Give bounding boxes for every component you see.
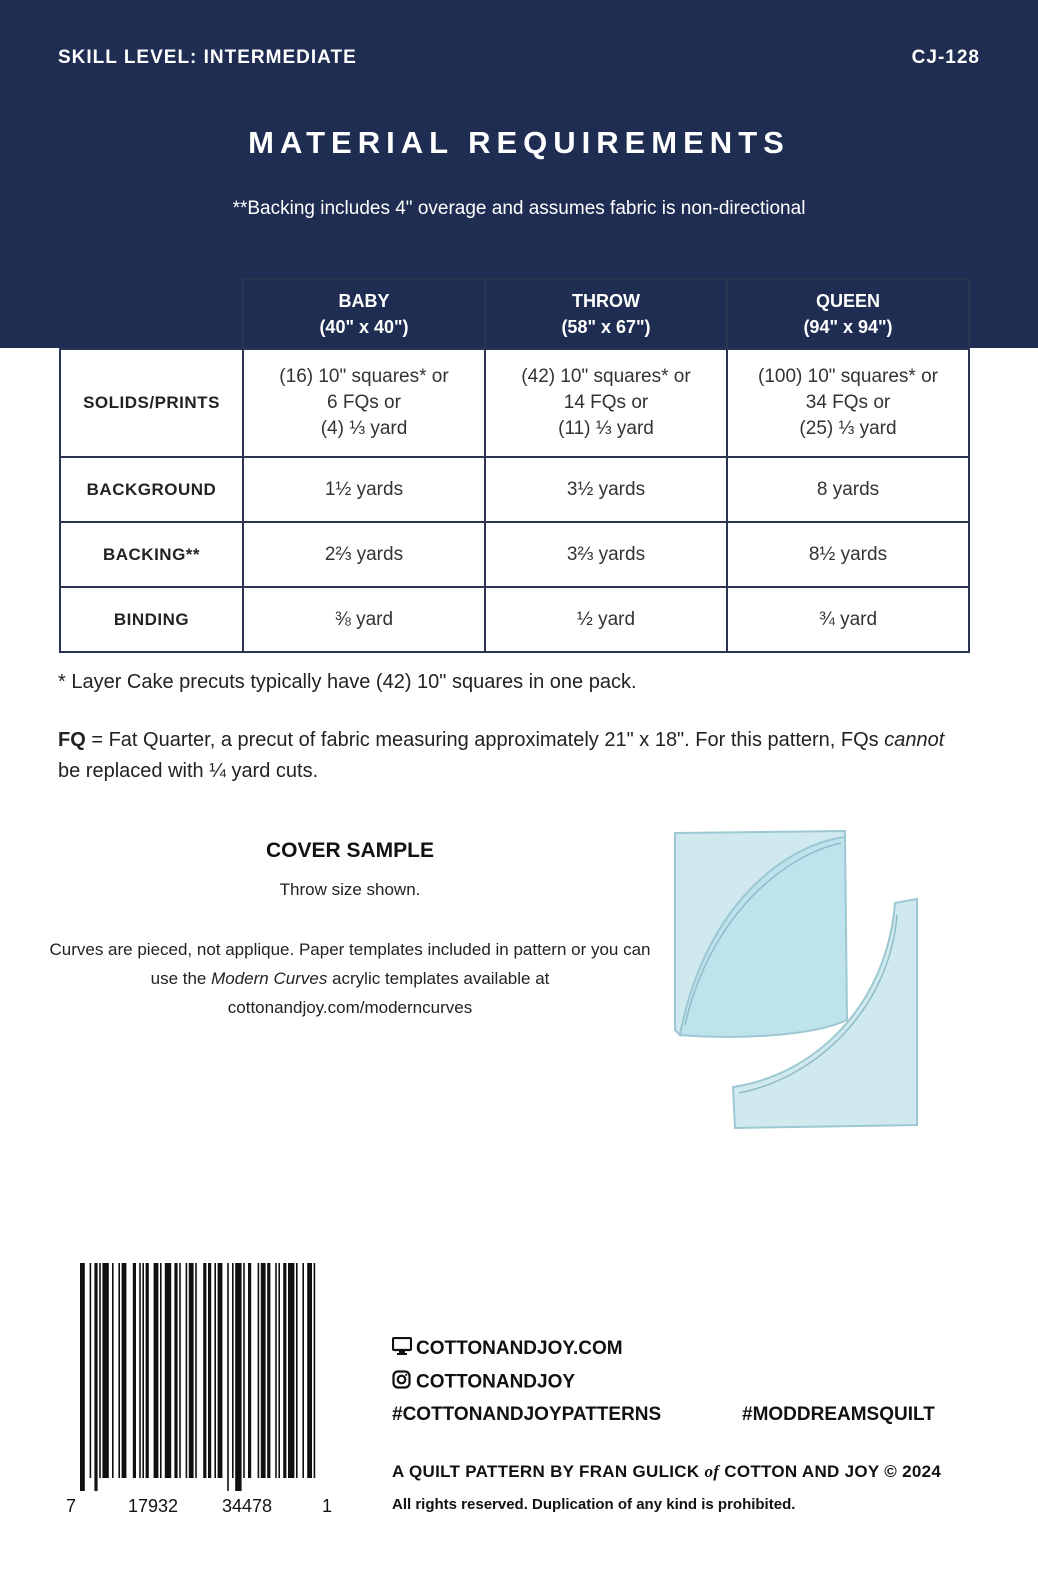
column-header: THROW (58" x 67") [485, 279, 727, 349]
barcode-digit: 34478 [222, 1496, 273, 1516]
table-cell: ½ yard [485, 587, 727, 652]
table-cell: 3½ yards [485, 457, 727, 522]
pattern-code: CJ-128 [911, 47, 980, 68]
acrylic-templates-image [665, 825, 945, 1145]
table-row [60, 349, 969, 457]
barcode [58, 1255, 358, 1520]
fq-definition: FQ = Fat Quarter, a precut of fabric measuring approximately 21" x 18". For this pattern, FQs cannot be replaced with ¼ yard cuts. [58, 729, 945, 782]
table-cell: ⅜ yard [243, 587, 485, 652]
table-cell: ¾ yard [727, 587, 969, 652]
barcode-digit: 1 [322, 1496, 333, 1516]
barcode-digit: 7 [66, 1496, 77, 1516]
row-label: BACKING** [60, 522, 243, 587]
table-header-row [60, 279, 969, 349]
barcode-digit: 17932 [128, 1496, 179, 1516]
row-label: BINDING [60, 587, 243, 652]
cover-sample-subtitle: Throw size shown. [279, 880, 421, 899]
column-header: BABY (40" x 40") [243, 279, 485, 349]
instagram-icon [392, 1370, 416, 1395]
table-row [60, 587, 969, 652]
fq-term: FQ [58, 729, 86, 751]
rights-notice: All rights reserved. Duplication of any kind is prohibited. [392, 1496, 796, 1513]
website-link[interactable]: COTTONANDJOY.COM [392, 1337, 623, 1361]
hashtag-cottonandjoy: #COTTONANDJOYPATTERNS [392, 1404, 662, 1425]
table-row [60, 522, 969, 587]
table-cell: 8½ yards [727, 522, 969, 587]
table-cell: (42) 10" squares* or 14 FQs or (11) ⅓ yard [485, 349, 727, 457]
table-cell: 3⅔ yards [485, 522, 727, 587]
row-label: SOLIDS/PRINTS [60, 349, 243, 457]
table-cell: 2⅔ yards [243, 522, 485, 587]
backing-note: **Backing includes 4" overage and assumes fabric is non-directional [232, 198, 806, 219]
table-cell: 1½ yards [243, 457, 485, 522]
header-corner [60, 279, 243, 349]
table-cell: (100) 10" squares* or 34 FQs or (25) ⅓ yard [727, 349, 969, 457]
requirements-table [59, 278, 970, 653]
row-label: BACKGROUND [60, 457, 243, 522]
table-cell: 8 yards [727, 457, 969, 522]
hashtag-moddreams: #MODDREAMSQUILT [742, 1404, 935, 1425]
monitor-icon [392, 1337, 416, 1361]
skill-level: SKILL LEVEL: INTERMEDIATE [58, 47, 357, 68]
layer-cake-note: * Layer Cake precuts typically have (42) 10" squares in one pack. [58, 671, 637, 693]
table-cell: (16) 10" squares* or 6 FQs or (4) ⅓ yard [243, 349, 485, 457]
pattern-credit: A QUILT PATTERN BY FRAN GULICK of COTTON AND JOY © 2024 [392, 1462, 942, 1481]
table-row [60, 457, 969, 522]
fq-emphasis: cannot [884, 729, 945, 751]
column-header: QUEEN (94" x 94") [727, 279, 969, 349]
page-title: MATERIAL REQUIREMENTS [248, 125, 790, 160]
cover-sample-description: Curves are pieced, not applique. Paper templates included in pattern or you can use the Modern Curves acrylic templates available at cottonandjoy.com/moderncurves [49, 940, 651, 1017]
instagram-link[interactable]: COTTONANDJOY [392, 1370, 575, 1395]
cover-sample-title: COVER SAMPLE [265, 839, 435, 862]
